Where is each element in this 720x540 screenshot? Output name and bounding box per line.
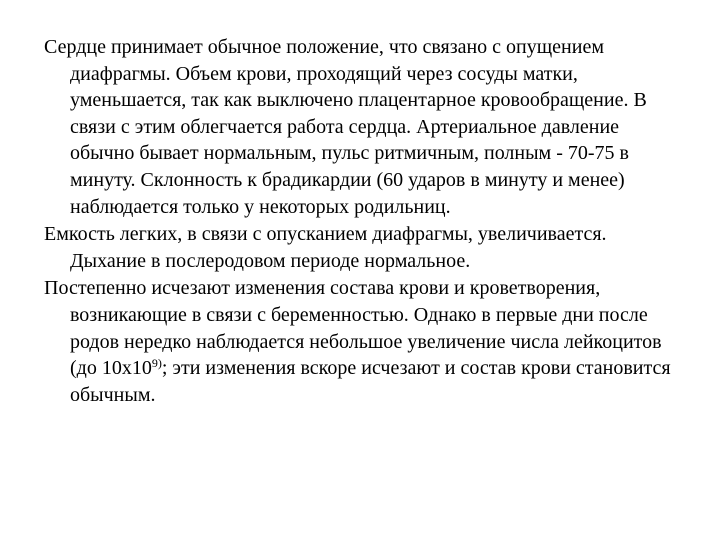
paragraph-lungs: Емкость легких, в связи с опусканием диафрагмы, увеличивается. Дыхание в послеродовом периоде нормальное. [44, 223, 607, 272]
paragraph-blood [44, 275, 680, 408]
paragraph-blood-text-after: ; эти изменения вскоре исчезают и состав крови становится обычным. [70, 357, 671, 406]
paragraph-blood-text-before: Постепенно исчезают изменения состава крови и кроветворения, возникающие в связи с беременностью. Однако в первые дни после родов нередко наблюдается небольшое увеличение числа лейкоцитов (до 10х10 [44, 277, 662, 380]
exponent-superscript: 9) [151, 356, 162, 371]
paragraph-heart: Сердце принимает обычное положение, что связано с опущением диафрагмы. Объем крови, проходящий через сосуды матки, уменьшается, так как выключено плацентарное кровообращение. В связи с этим облегчается работа сердца. Артериальное давление обычно бывает нормальным, пульс ритмичным, полным - 70-75 в минуту. Склонность к брадикардии (60 ударов в минуту и менее) наблюдается только у некоторых родильниц. [44, 36, 647, 218]
slide-text-body [44, 34, 680, 409]
